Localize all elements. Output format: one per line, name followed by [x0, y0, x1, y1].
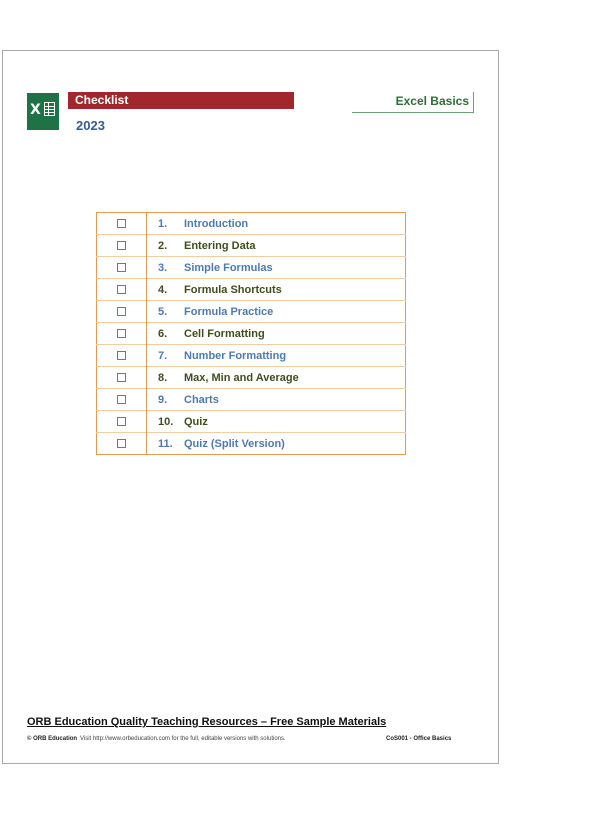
- year-label: 2023: [76, 118, 105, 133]
- checkbox[interactable]: [117, 263, 126, 272]
- checkbox[interactable]: [117, 417, 126, 426]
- lesson-number: 9.: [147, 389, 185, 411]
- lesson-title: Max, Min and Average: [184, 367, 406, 389]
- checklist-title: Checklist: [68, 92, 294, 109]
- lesson-number: 6.: [147, 323, 185, 345]
- excel-grid-icon: [44, 102, 55, 116]
- checkbox[interactable]: [117, 307, 126, 316]
- footer-visit-text: Visit http://www.orbeducation.com for the full, editable versions with solutions.: [80, 736, 286, 742]
- checkbox[interactable]: [117, 395, 126, 404]
- checkbox[interactable]: [117, 351, 126, 360]
- lesson-title: Entering Data: [184, 235, 406, 257]
- lesson-number: 7.: [147, 345, 185, 367]
- footer-title: ORB Education Quality Teaching Resources – Free Sample Materials: [27, 716, 387, 728]
- subject-title: Excel Basics: [352, 92, 474, 113]
- checkbox-cell: [97, 301, 147, 323]
- checkbox-cell: [97, 279, 147, 301]
- checklist-row: [97, 345, 406, 367]
- checklist-row: [97, 235, 406, 257]
- lesson-number: 10.: [147, 411, 185, 433]
- lesson-number: 5.: [147, 301, 185, 323]
- lesson-number: 4.: [147, 279, 185, 301]
- checkbox[interactable]: [117, 439, 126, 448]
- checklist-row: [97, 213, 406, 235]
- lesson-number: 2.: [147, 235, 185, 257]
- lesson-title: Quiz (Split Version): [184, 433, 406, 455]
- checklist-row: [97, 257, 406, 279]
- lesson-title: Introduction: [184, 217, 249, 230]
- checklist-row: [97, 411, 406, 433]
- checklist-table: [96, 212, 406, 455]
- lesson-title: Charts: [184, 389, 406, 411]
- lesson-number: 3.: [147, 257, 185, 279]
- lesson-title: Cell Formatting: [184, 323, 406, 345]
- lesson-title: Formula Shortcuts: [184, 279, 406, 301]
- checkbox-cell: [97, 323, 147, 345]
- excel-logo-icon: [27, 93, 59, 130]
- checkbox[interactable]: [117, 329, 126, 338]
- checkbox[interactable]: [117, 285, 126, 294]
- lesson-title: Number Formatting: [184, 345, 406, 367]
- checklist-row: [97, 389, 406, 411]
- checkbox-cell: [97, 367, 147, 389]
- excel-logo-letter: X: [30, 102, 41, 118]
- footer-copyright: © ORB Education: [27, 736, 78, 742]
- checkbox-cell: [97, 213, 147, 235]
- checklist-row: [97, 367, 406, 389]
- checklist-row: [97, 433, 406, 455]
- lesson-number: 1.: [158, 217, 168, 230]
- checklist-row: [97, 323, 406, 345]
- checkbox-cell: [97, 389, 147, 411]
- checkbox-cell: [97, 411, 147, 433]
- checkbox-cell: [97, 345, 147, 367]
- checkbox-cell: [97, 235, 147, 257]
- checkbox[interactable]: [117, 219, 126, 228]
- lesson-title: Quiz: [184, 411, 406, 433]
- checkbox-cell: [97, 433, 147, 455]
- checkbox[interactable]: [117, 373, 126, 382]
- footer-course-code: CoS001 - Office Basics: [386, 736, 452, 742]
- lesson-title: Formula Practice: [184, 301, 406, 323]
- checklist-row: [97, 279, 406, 301]
- checklist-row: [97, 301, 406, 323]
- lesson-number: 11.: [147, 433, 185, 455]
- checkbox[interactable]: [117, 241, 126, 250]
- lesson-number: 8.: [147, 367, 185, 389]
- lesson-title: Simple Formulas: [184, 257, 406, 279]
- checkbox-cell: [97, 257, 147, 279]
